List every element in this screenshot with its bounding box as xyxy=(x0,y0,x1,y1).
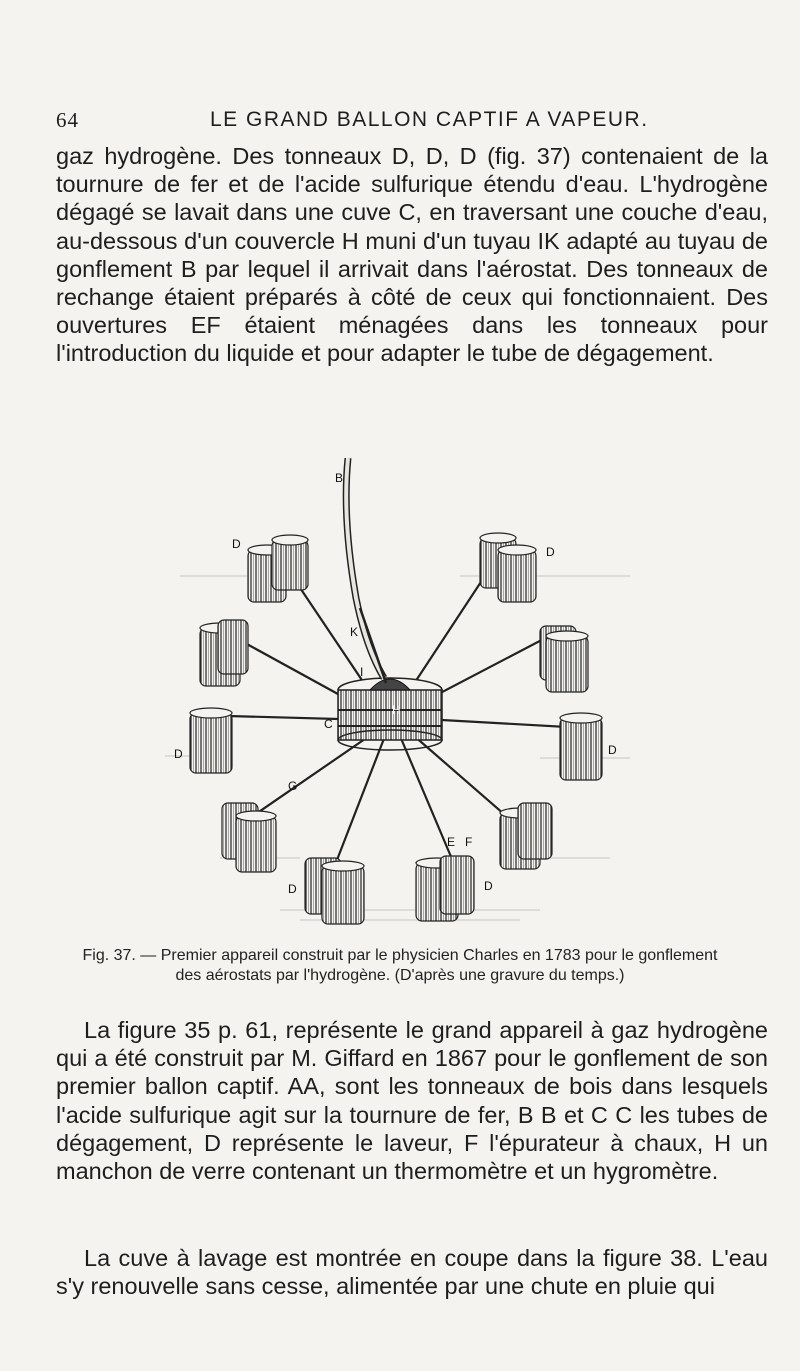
label-d-mid-right: D xyxy=(608,743,617,757)
label-d-bottom-right: D xyxy=(484,879,493,893)
label-g: G xyxy=(288,779,298,793)
label-d-mid-left: D xyxy=(174,747,183,761)
label-d-bottom-left: D xyxy=(288,882,297,896)
running-title: LE GRAND BALLON CAPTIF A VAPEUR. xyxy=(210,108,649,131)
paragraph-bottom-2: La cuve à lavage est montrée en coupe dans la figure 38. L'eau s'y renouvelle sans cesse, alimentée par une chute en pluie qui xyxy=(56,1245,768,1300)
washing-vat xyxy=(338,678,442,750)
page-number: 64 xyxy=(56,108,79,132)
figure-caption: Fig. 37. — Premier appareil construit par le physicien Charles en 1783 pour le gonflement des aérostats par l'hydrogène. (D'après une gravure du temps.) xyxy=(82,947,718,984)
apparatus-engraving xyxy=(160,458,640,928)
label-d-top-right: D xyxy=(546,545,555,559)
label-b: B xyxy=(335,471,344,485)
page-header xyxy=(56,108,756,134)
label-h: H xyxy=(392,703,401,717)
paragraph-bottom-1: La figure 35 p. 61, représente le grand appareil à gaz hydrogène qui a été construit par M. Giffard en 1867 pour le gonflement de son premier ballon captif. AA, sont les tonneaux de bois dans lesquels l'acide sulfurique agit sur la tournure de fer, B B et C C les tubes de dégagement, D représente le laveur, F l'épurateur à chaux, H un manchon de verre contenant un thermomètre et un hygromètre. xyxy=(56,1017,768,1185)
figure-illustration xyxy=(160,458,640,928)
label-f: F xyxy=(465,835,473,849)
label-i: I xyxy=(360,665,364,679)
label-c: C xyxy=(324,717,333,731)
label-e: E xyxy=(447,835,456,849)
paragraph-top: gaz hydrogène. Des tonneaux D, D, D (fig. 37) contenaient de la tournure de fer et de l'acide sulfurique étendu d'eau. L'hydrogène dégagé se lavait dans une cuve C, en traversant une couche d'eau, au-dessous d'un couvercle H muni d'un tuyau IK adapté au tuyau de gonflement B par lequel il arrivait dans l'aérostat. Des tonneaux de rechange étaient préparés à côté de ceux qui fonctionnaient. Des ouvertures EF étaient ménagées dans les tonneaux pour l'introduction du liquide et pour adapter le tube de dégagement. xyxy=(56,143,768,367)
inflation-tube xyxy=(346,458,386,683)
label-k: K xyxy=(350,625,359,639)
label-d-top-left: D xyxy=(232,537,241,551)
